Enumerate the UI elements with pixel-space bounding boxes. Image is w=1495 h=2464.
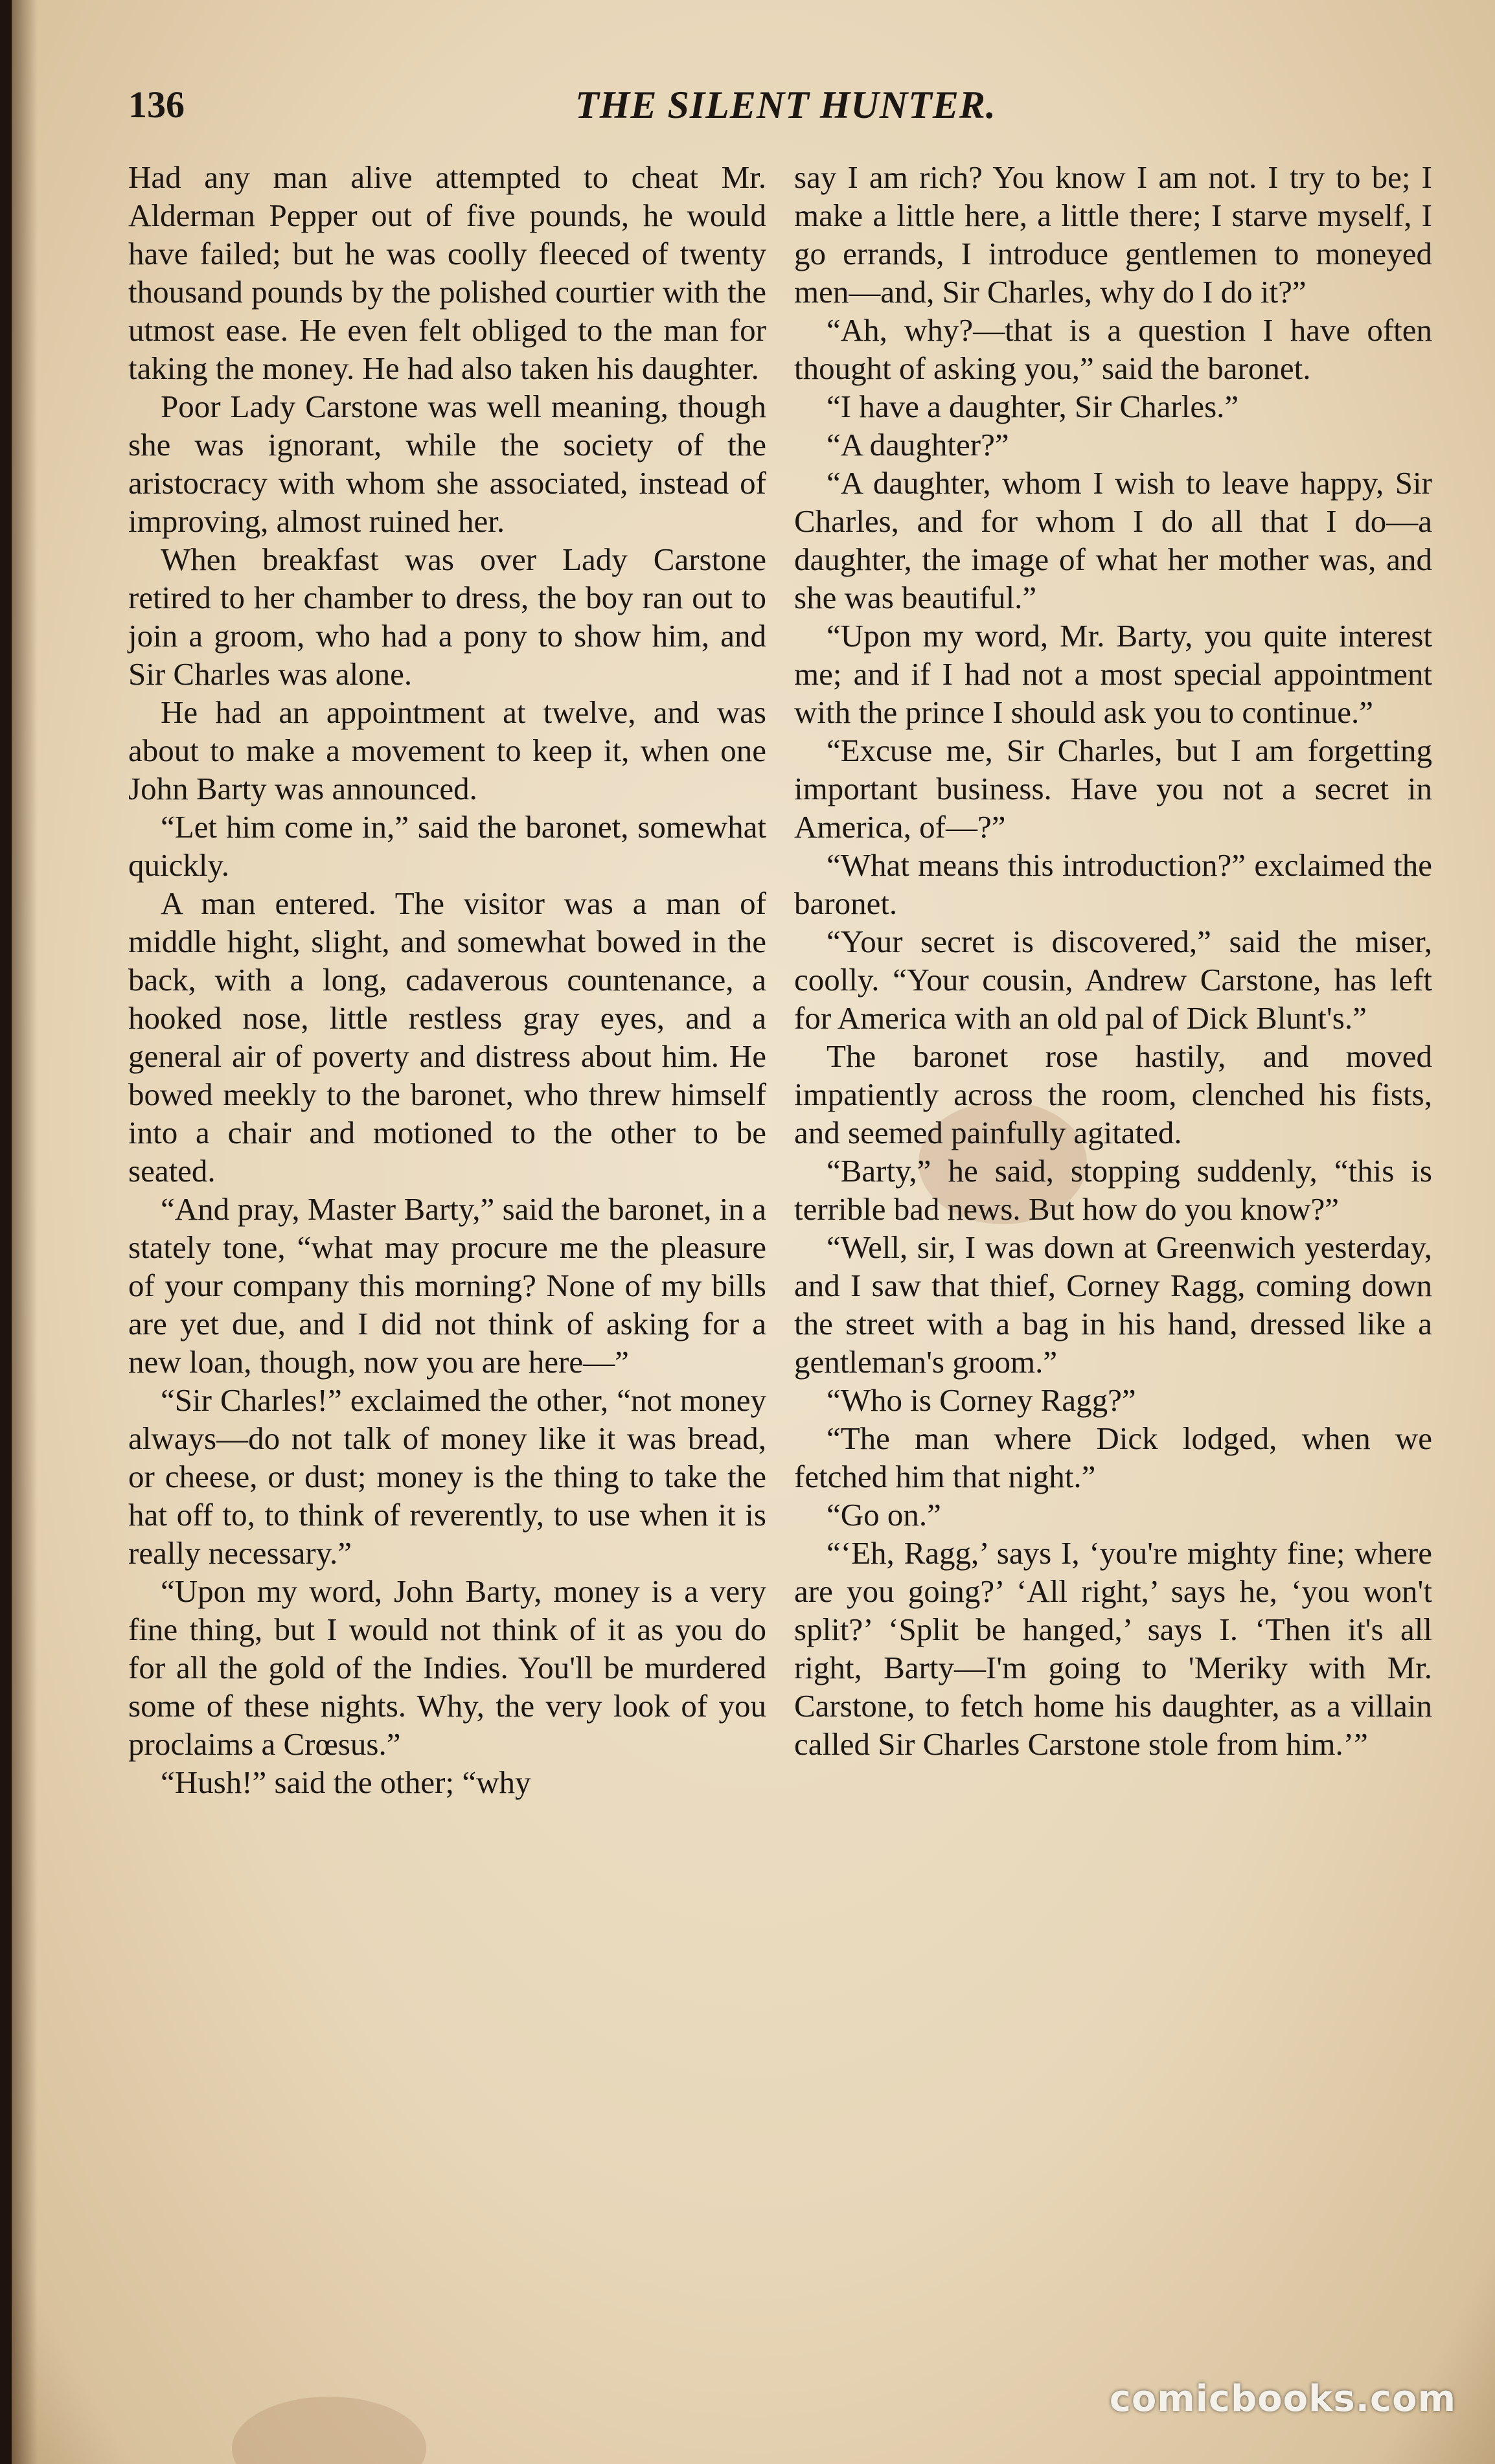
paragraph: “‘Eh, Ragg,’ says I, ‘you're mighty fine; where are you going?’ ‘All right,’ says he, ‘you won't split?’ ‘Split be hanged,’ says I. ‘Then it's all right, Barty—I'm going to 'Meriky with Mr. Carstone, to fetch home his daughter, as a villain called Sir Charles Carstone stole from him.’” (794, 1535, 1432, 1762)
paragraph: “And pray, Master Barty,” said the baronet, in a stately tone, “what may procure me the pleasure of your company this morning? None of my bills are yet due, and I did not think of asking for a new loan, though, now you are here—” (128, 1191, 766, 1380)
paragraph: Had any man alive attempted to cheat Mr. Alderman Pepper out of five pounds, he would have failed; but he was coolly fleeced of twenty thousand pounds by the polished courtier with the utmost ease. He even felt obliged to the man for taking the money. He had also taken his daughter. (128, 159, 766, 386)
site-watermark: comicbooks.com (1109, 2378, 1456, 2420)
page-header (128, 83, 1443, 128)
paragraph: “Upon my word, John Barty, money is a very fine thing, but I would not think of it as you do for all the gold of the Indies. You'll be murdered some of these nights. Why, the very look of you proclaims a Crœsus.” (128, 1573, 766, 1762)
paragraph: “Who is Corney Ragg?” (827, 1382, 1136, 1418)
paragraph: “Go on.” (827, 1497, 941, 1533)
paragraph: say I am rich? You know I am not. I try to be; I make a little here, a little there; I starve myself, I go errands, I introduce gentlemen to moneyed men—and, Sir Charles, why do I do it?” (794, 159, 1432, 310)
paragraph: “Barty,” he said, stopping suddenly, “this is terrible bad news. But how do you know?” (794, 1153, 1432, 1227)
paragraph: “Hush!” said the other; “why (161, 1764, 531, 1800)
paragraph: A man entered. The visitor was a man of middle hight, slight, and somewhat bowed in the back, with a long, cadaverous countenance, a hooked nose, little restless gray eyes, and a general air of poverty and distress about him. He bowed meekly to the baronet, who threw himself into a chair and motioned to the other to be seated. (128, 885, 766, 1189)
paragraph: The baronet rose hastily, and moved impatiently across the room, clenched his fists, and seemed painfully agitated. (794, 1038, 1432, 1150)
spine-shadow (12, 0, 38, 2464)
paragraph: “Your secret is discovered,” said the miser, coolly. “Your cousin, Andrew Carstone, has left for America with an old pal of Dick Blunt's.” (794, 924, 1432, 1036)
paragraph: “I have a daughter, Sir Charles.” (827, 389, 1239, 424)
running-title: THE SILENT HUNTER. (575, 84, 996, 126)
paper-stain (232, 2397, 426, 2464)
book-page (12, 0, 1495, 2464)
paragraph: “Let him come in,” said the baronet, somewhat quickly. (128, 809, 766, 883)
paragraph: He had an appointment at twelve, and was about to make a movement to keep it, when one John Barty was announced. (128, 694, 766, 806)
paragraph: “Upon my word, Mr. Barty, you quite interest me; and if I had not a most special appointment with the prince I should ask you to continue.” (794, 618, 1432, 730)
paragraph: “Sir Charles!” exclaimed the other, “not money always—do not talk of money like it was bread, or cheese, or dust; money is the thing to take the hat off to, to think of reverently, to use when it is really necessary.” (128, 1382, 766, 1571)
paragraph: “Ah, why?—that is a question I have often thought of asking you,” said the baronet. (794, 312, 1432, 386)
paragraph: “Excuse me, Sir Charles, but I am forgetting important business. Have you not a secret in America, of—?” (794, 733, 1432, 845)
text-column-right (794, 158, 1432, 1763)
paragraph: When breakfast was over Lady Carstone retired to her chamber to dress, the boy ran out to join a groom, who had a pony to show him, and Sir Charles was alone. (128, 542, 766, 692)
paragraph: “What means this introduction?” exclaimed the baronet. (794, 847, 1432, 921)
paragraph: “Well, sir, I was down at Greenwich yesterday, and I saw that thief, Corney Ragg, coming down the street with a bag in his hand, dressed like a gentleman's groom.” (794, 1229, 1432, 1380)
paragraph: “A daughter, whom I wish to leave happy, Sir Charles, and for whom I do all that I do—a daughter, the image of what her mother was, and she was beautiful.” (794, 465, 1432, 615)
paragraph: Poor Lady Carstone was well meaning, though she was ignorant, while the society of the aristocracy with whom she associated, instead of improving, almost ruined her. (128, 389, 766, 539)
text-column-left (128, 158, 766, 1801)
paragraph: “The man where Dick lodged, when we fetched him that night.” (794, 1420, 1432, 1494)
page-number: 136 (128, 84, 185, 126)
paragraph: “A daughter?” (827, 427, 1009, 462)
